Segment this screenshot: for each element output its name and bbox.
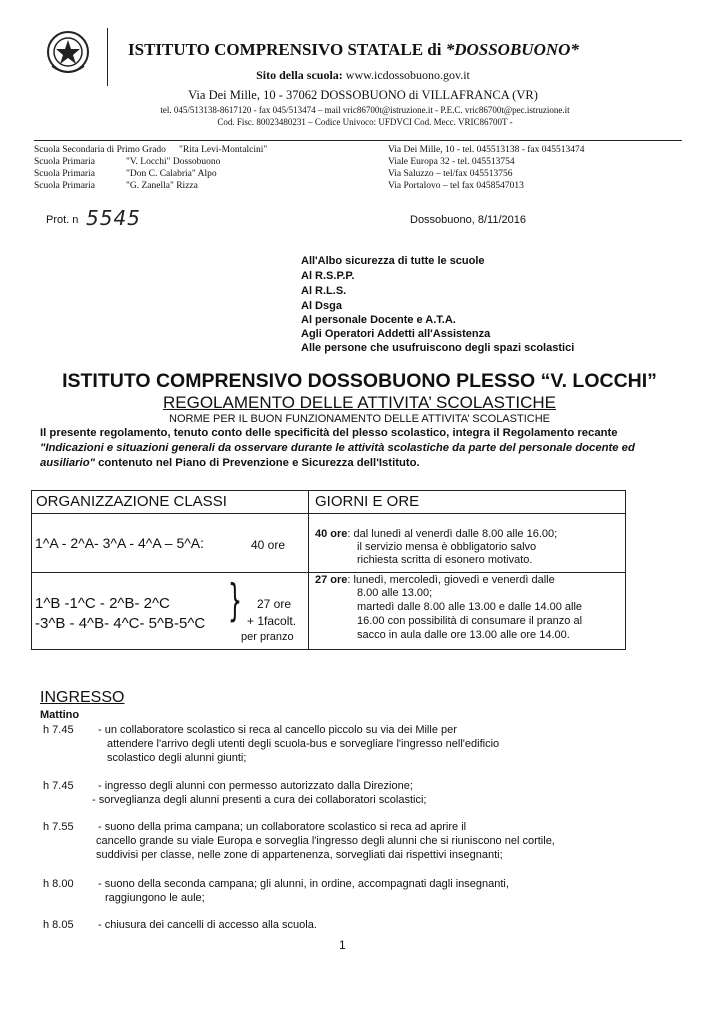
school-title: ISTITUTO COMPRENSIVO STATALE di *DOSSOBUONO* bbox=[128, 40, 579, 59]
recipient: Al R.L.S. bbox=[301, 285, 347, 297]
table-row: 40 ore: dal lunedì al venerdì dalle 8.00 alle 16.00; il servizio mensa è obbligatorio salvo richiesta scritta di esonero motivato. bbox=[309, 514, 625, 573]
page-number: 1 bbox=[339, 938, 346, 952]
school-site: Sito della scuola: www.icdossobuono.gov.it bbox=[256, 68, 470, 82]
entry-text: suddivisi per classe, nelle zone di appartenenza, sorvegliati dai rispettivi insegnanti; bbox=[96, 849, 503, 861]
entry-time: h 8.05 bbox=[43, 919, 74, 931]
document-date: Dossobuono, 8/11/2016 bbox=[410, 214, 526, 226]
plesso-name: "Rita Levi-Montalcini" bbox=[179, 145, 268, 155]
plesso-address: Via Saluzzo – tel/fax 045513756 bbox=[388, 169, 513, 179]
section-title: INGRESSO bbox=[40, 689, 125, 706]
plesso-type: Scuola Secondaria di Primo Grado bbox=[34, 145, 166, 155]
recipient: Al R.S.P.P. bbox=[301, 270, 355, 282]
plesso-name: "Don C. Calabria" Alpo bbox=[126, 169, 217, 179]
protocol-label: Prot. n bbox=[46, 214, 79, 226]
regulation-title: REGOLAMENTO DELLE ATTIVITA’ SCOLASTICHE bbox=[163, 393, 556, 412]
header-divider bbox=[107, 28, 108, 86]
school-address: Via Dei Mille, 10 - 37062 DOSSOBUONO di VILLAFRANCA (VR) bbox=[188, 88, 538, 102]
entry-text: raggiungono le aule; bbox=[105, 892, 205, 904]
table-row: 1^A - 2^A- 3^A - 4^A – 5^A: 40 ore bbox=[32, 514, 309, 573]
recipient: All'Albo sicurezza di tutte le scuole bbox=[301, 255, 485, 267]
plesso-type: Scuola Primaria bbox=[34, 181, 95, 191]
entry-text: scolastico degli alunni giunti; bbox=[107, 752, 247, 764]
school-site-link[interactable]: www.icdossobuono.gov.it bbox=[345, 68, 470, 82]
entry-text: - suono della seconda campana; gli alunni, in ordine, accompagnati dagli insegnanti, bbox=[98, 878, 509, 890]
plesso-address: Viale Europa 32 - tel. 045513754 bbox=[388, 157, 515, 167]
table-row: 27 ore: lunedì, mercoledì, giovedì e venerdì dalle 8.00 alle 13.00; martedì dalle 8.00 alle 13.00 e dalle 14.00 alle 16.00 con possibilità di consumare il pranzo al sacco in aula dalle ore 13.00 alle ore 14.00. bbox=[315, 574, 583, 641]
plesso-address: Via Portalovo – tel fax 0458547013 bbox=[388, 181, 524, 191]
school-contacts: tel. 045/513138-8617120 - fax 045/513474 – mail vric86700t@istruzione.it - P.E.C. vric86700t@pec.istruzione.it bbox=[160, 105, 570, 115]
regulation-subtitle: NORME PER IL BUON FUNZIONAMENTO DELLE ATTIVITA’ SCOLASTICHE bbox=[169, 413, 550, 425]
entry-text: cancello grande su viale Europa e sorveglia l'ingresso degli alunni che si riuniscono nel cortile, bbox=[96, 835, 555, 847]
plesso-type: Scuola Primaria bbox=[34, 157, 95, 167]
intro-paragraph: Il presente regolamento, tenuto conto delle specificità del plesso scolastico, integra il Regolamento recante "Indicazioni e situazioni generali da osservare durante le attività scolastiche da parte del personale docente ed ausiliario" contenuto nel Piano di Prevenzione e Sicurezza dell'Istituto. bbox=[40, 427, 635, 469]
entry-text: - chiusura dei cancelli di accesso alla scuola. bbox=[98, 919, 317, 931]
table-header-cell: GIORNI E ORE bbox=[309, 491, 625, 514]
table-header-cell: ORGANIZZAZIONE CLASSI bbox=[32, 491, 309, 514]
plesso-type: Scuola Primaria bbox=[34, 169, 95, 179]
plesso-name: "V. Locchi" Dossobuono bbox=[126, 157, 221, 167]
recipient: Agli Operatori Addetti all'Assistenza bbox=[301, 328, 491, 340]
entry-text: - sorveglianza degli alunni presenti a cura dei collaboratori scolastici; bbox=[92, 794, 427, 806]
entry-time: h 7.55 bbox=[43, 821, 74, 833]
section-subtitle: Mattino bbox=[40, 709, 80, 721]
header-rule bbox=[34, 140, 682, 141]
schedule-table bbox=[31, 490, 626, 650]
plesso-address: Via Dei Mille, 10 - tel. 045513138 - fax 045513474 bbox=[388, 145, 585, 155]
school-codes: Cod. Fisc. 80023480231 – Codice Univoco: UFDVCI Cod. Mecc. VRIC86700T - bbox=[217, 117, 513, 127]
republic-emblem-icon bbox=[42, 26, 94, 78]
recipient: Alle persone che usufruiscono degli spazi scolastici bbox=[301, 342, 575, 354]
brace-icon: } bbox=[228, 575, 242, 626]
entry-time: h 8.00 bbox=[43, 878, 74, 890]
plesso-name: "G. Zanella" Rizza bbox=[126, 181, 198, 191]
entry-time: h 7.45 bbox=[43, 724, 74, 736]
entry-text: - suono della prima campana; un collaboratore scolastico si reca ad aprire il bbox=[98, 821, 467, 833]
entry-text: attendere l'arrivo degli utenti degli scuola-bus e sorvegliare l'ingresso nell'edificio bbox=[107, 738, 500, 750]
recipient: Al Dsga bbox=[301, 300, 342, 312]
table-row: 1^B -1^C - 2^B- 2^C -3^B - 4^B- 4^C- 5^B-5^C } 27 ore + 1facolt. per pranzo bbox=[32, 573, 309, 649]
document-title: ISTITUTO COMPRENSIVO DOSSOBUONO PLESSO “V. LOCCHI” bbox=[62, 370, 657, 392]
recipient: Al personale Docente e A.T.A. bbox=[301, 314, 456, 326]
entry-text: - ingresso degli alunni con permesso autorizzato dalla Direzione; bbox=[98, 780, 413, 792]
entry-time: h 7.45 bbox=[43, 780, 74, 792]
entry-text: - un collaboratore scolastico si reca al cancello piccolo su via dei Mille per bbox=[98, 724, 457, 736]
protocol-number: 5545 bbox=[86, 206, 141, 230]
